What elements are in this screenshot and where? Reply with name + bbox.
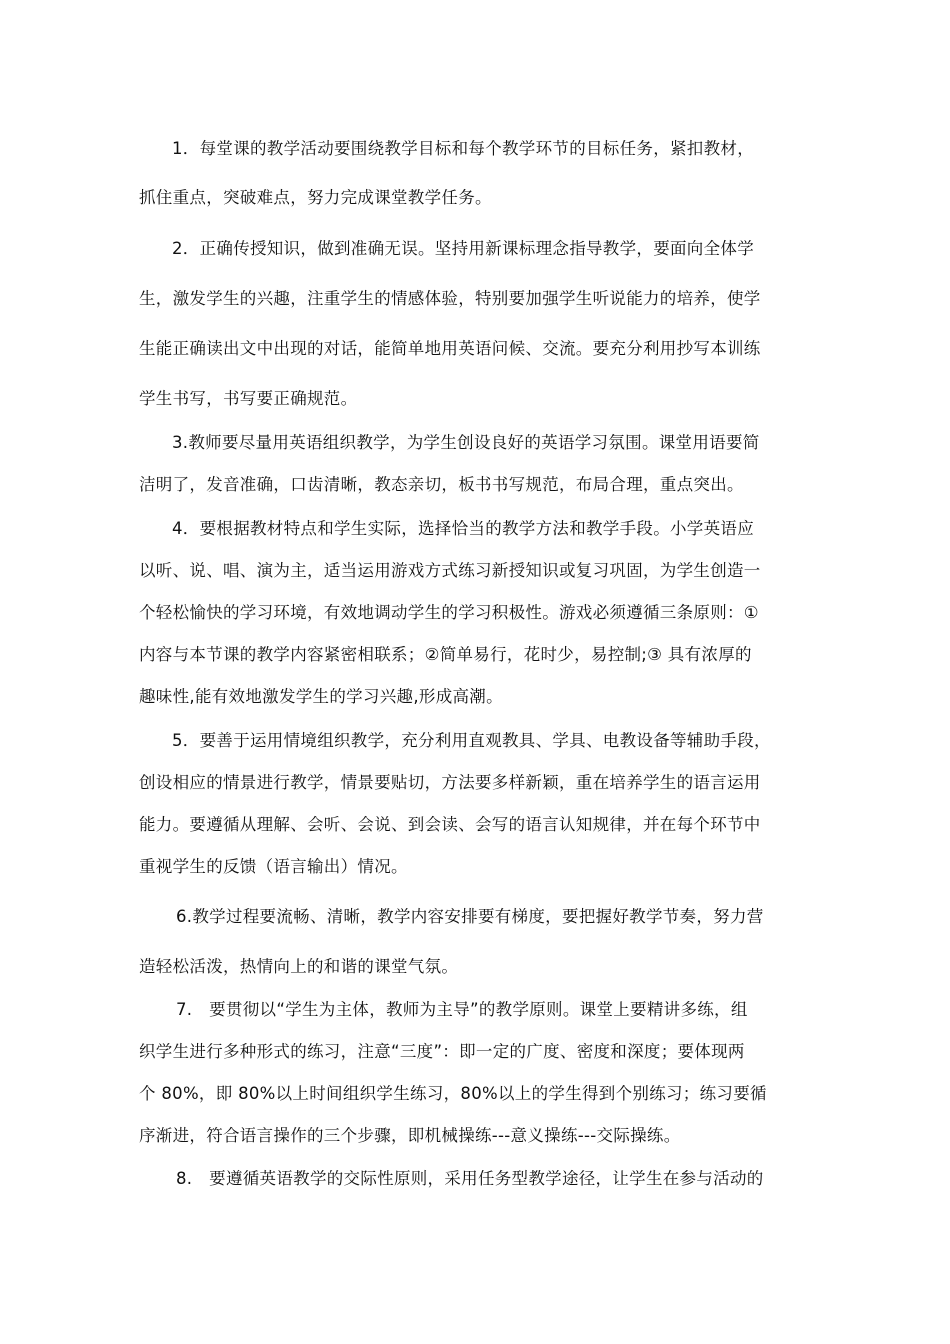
paragraph-7-line-3: 个 80%，即 80%以上时间组织学生练习，80%以上的学生得到个别练习；练习要循 — [139, 1084, 767, 1103]
paragraph-5-line-3: 能力。要遵循从理解、会听、会说、到会读、会写的语言认知规律，并在每个环节中 — [139, 815, 761, 834]
paragraph-5-line-2: 创设相应的情景进行教学，情景要贴切，方法要多样新颖，重在培养学生的语言运用 — [139, 773, 761, 792]
paragraph-8-line-1: 8. 要遵循英语教学的交际性原则，采用任务型教学途径，让学生在参与活动的 — [176, 1169, 764, 1188]
paragraph-3-line-1: 3.教师要尽量用英语组织教学，为学生创设良好的英语学习氛围。课堂用语要简 — [172, 433, 760, 452]
paragraph-7-line-2: 织学生进行多种形式的练习，注意“三度”：即一定的广度、密度和深度；要体现两 — [139, 1042, 745, 1061]
paragraph-4-line-4: 内容与本节课的教学内容紧密相联系；②简单易行，花时少，易控制;③ 具有浓厚的 — [139, 645, 752, 664]
paragraph-7-line-4: 序渐进，符合语言操作的三个步骤，即机械操练---意义操练---交际操练。 — [139, 1126, 681, 1145]
paragraph-4-line-3: 个轻松愉快的学习环境，有效地调动学生的学习积极性。游戏必须遵循三条原则：① — [139, 603, 759, 622]
paragraph-5-line-1: 5．要善于运用情境组织教学，充分利用直观教具、学具、电教设备等辅助手段， — [172, 731, 771, 750]
paragraph-2-line-4: 学生书写，书写要正确规范。 — [139, 389, 358, 408]
paragraph-6-line-1: 6.教学过程要流畅、清晰，教学内容安排要有梯度，要把握好教学节奏，努力营 — [176, 907, 764, 926]
paragraph-1-line-2: 抓住重点，突破难点，努力完成课堂教学任务。 — [139, 188, 492, 207]
paragraph-6-line-2: 造轻松活泼，热情向上的和谐的课堂气氛。 — [139, 957, 459, 976]
paragraph-4-line-1: 4．要根据教材特点和学生实际，选择恰当的教学方法和教学手段。小学英语应 — [172, 519, 754, 538]
paragraph-2-line-3: 生能正确读出文中出现的对话，能简单地用英语问候、交流。要充分利用抄写本训练 — [139, 339, 761, 358]
paragraph-7-line-1: 7. 要贯彻以“学生为主体，教师为主导”的教学原则。课堂上要精讲多练，组 — [176, 1000, 748, 1019]
paragraph-2-line-1: 2．正确传授知识，做到准确无误。坚持用新课标理念指导教学，要面向全体学 — [172, 239, 754, 258]
paragraph-5-line-4: 重视学生的反馈（语言输出）情况。 — [139, 857, 408, 876]
paragraph-4-line-5: 趣味性,能有效地激发学生的学习兴趣,形成高潮。 — [139, 687, 503, 706]
paragraph-1-line-1: 1．每堂课的教学活动要围绕教学目标和每个教学环节的目标任务，紧扣教材， — [172, 139, 754, 158]
paragraph-3-line-2: 洁明了，发音准确，口齿清晰，教态亲切，板书书写规范，布局合理，重点突出。 — [139, 475, 744, 494]
paragraph-4-line-2: 以听、说、唱、演为主，适当运用游戏方式练习新授知识或复习巩固，为学生创造一 — [139, 561, 761, 580]
paragraph-2-line-2: 生，激发学生的兴趣，注重学生的情感体验，特别要加强学生听说能力的培养，使学 — [139, 289, 761, 308]
